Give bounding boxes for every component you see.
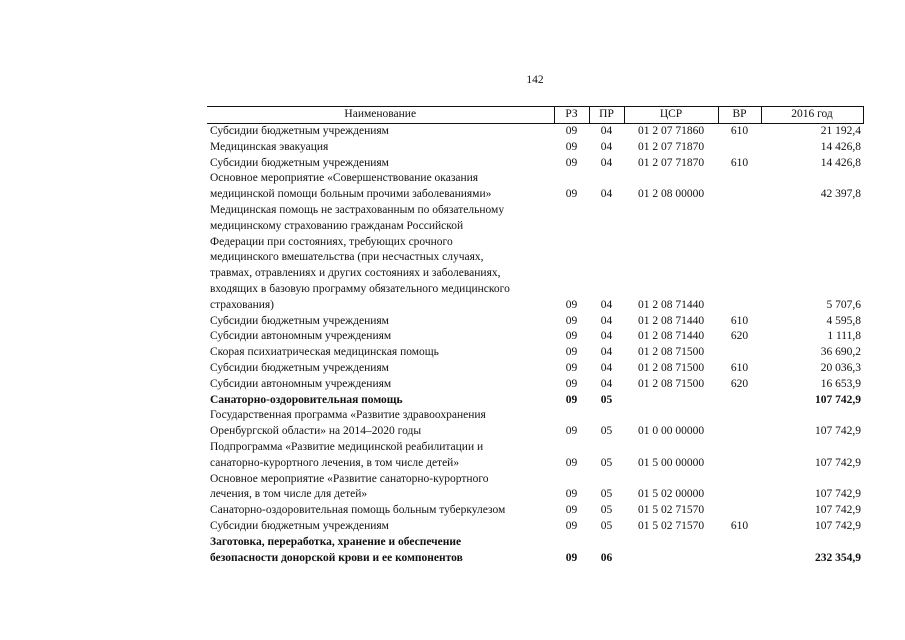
row-amount: 107 742,9 <box>815 519 861 532</box>
row-pr: 05 <box>600 393 613 406</box>
table-row <box>207 345 863 361</box>
row-pr: 06 <box>600 551 613 564</box>
table-row <box>207 408 863 440</box>
row-pr: 05 <box>600 519 613 532</box>
table-row <box>207 124 863 140</box>
header-vr: ВР <box>718 107 761 124</box>
row-name: Субсидии автономным учреждениям <box>210 377 392 390</box>
row-amount: 16 653,9 <box>820 377 861 390</box>
row-name-line: Основное мероприятие «Совершенствование оказания <box>210 172 479 185</box>
row-csr: 01 5 00 00000 <box>637 456 705 469</box>
row-name-line: медицинскому страхованию гражданам Российской <box>210 219 464 232</box>
row-pr: 04 <box>600 298 613 311</box>
row-name <box>207 472 554 504</box>
table-row <box>207 329 863 345</box>
row-name-line: безопасности донорской крови и ее компонентов <box>210 551 463 564</box>
row-rz: 09 <box>565 314 578 327</box>
row-amount: 5 707,6 <box>826 298 861 311</box>
table-row <box>207 440 863 472</box>
row-pr: 04 <box>600 156 613 169</box>
row-rz: 09 <box>565 125 578 137</box>
row-amount: 14 426,8 <box>820 140 861 153</box>
row-rz: 09 <box>565 377 578 390</box>
row-name-line: Основное мероприятие «Развитие санаторно-курортного <box>210 472 489 485</box>
row-name-line: Медицинская помощь не застрахованным по обязательному <box>210 203 505 216</box>
row-vr: 610 <box>730 156 749 169</box>
row-pr: 04 <box>600 314 613 327</box>
table-row <box>207 140 863 156</box>
row-name: Скорая психиатрическая медицинская помощь <box>210 346 439 359</box>
row-amount: 20 036,3 <box>820 361 861 374</box>
row-pr: 05 <box>600 456 613 469</box>
row-vr: 620 <box>730 377 749 390</box>
row-vr: 610 <box>730 519 749 532</box>
row-csr: 01 2 07 71860 <box>637 125 705 137</box>
row-amount: 4 595,8 <box>826 314 861 327</box>
row-amount: 107 742,9 <box>815 425 861 438</box>
table-row <box>207 171 863 203</box>
row-name: Санаторно-оздоровительная помощь <box>210 393 403 406</box>
row-vr <box>718 345 761 361</box>
table-row <box>207 503 863 519</box>
header-name: Наименование <box>207 107 554 124</box>
row-csr: 01 2 08 71500 <box>637 346 705 359</box>
row-pr: 04 <box>600 140 613 153</box>
row-vr <box>718 393 761 409</box>
row-csr: 01 2 08 71440 <box>637 314 705 327</box>
row-name <box>207 203 554 314</box>
row-vr <box>718 440 761 472</box>
row-csr: 01 2 08 71500 <box>637 361 705 374</box>
row-pr: 04 <box>600 330 613 343</box>
row-rz: 09 <box>565 504 578 517</box>
row-name: Субсидии бюджетным учреждениям <box>210 125 389 137</box>
row-rz: 09 <box>565 456 578 469</box>
row-amount: 107 742,9 <box>815 504 861 517</box>
table-row <box>207 519 863 535</box>
row-csr: 01 5 02 00000 <box>637 488 705 501</box>
table-row <box>207 472 863 504</box>
row-name: Субсидии бюджетным учреждениям <box>210 156 389 169</box>
row-amount: 232 354,9 <box>815 551 861 564</box>
table-row <box>207 535 863 567</box>
row-rz: 09 <box>565 298 578 311</box>
header-rz: РЗ <box>554 107 589 124</box>
row-name: Субсидии бюджетным учреждениям <box>210 361 389 374</box>
row-pr: 04 <box>600 361 613 374</box>
row-pr: 05 <box>600 425 613 438</box>
row-amount: 14 426,8 <box>820 156 861 169</box>
table-body <box>207 124 863 567</box>
row-name: Субсидии автономным учреждениям <box>210 330 392 343</box>
row-csr: 01 2 08 71500 <box>637 377 705 390</box>
row-pr: 05 <box>600 504 613 517</box>
row-name-line: входящих в базовую программу обязательного медицинского <box>210 282 510 295</box>
row-name <box>207 440 554 472</box>
row-rz: 09 <box>565 361 578 374</box>
row-name: Санаторно-оздоровительная помощь больным туберкулезом <box>210 504 506 517</box>
row-vr <box>718 535 761 567</box>
row-name <box>207 171 554 203</box>
row-pr: 04 <box>600 125 613 137</box>
row-csr: 01 5 02 71570 <box>637 504 705 517</box>
row-amount: 36 690,2 <box>820 346 861 359</box>
row-amount: 107 742,9 <box>815 456 861 469</box>
table-row <box>207 393 863 409</box>
row-vr <box>718 140 761 156</box>
row-vr: 610 <box>730 125 749 137</box>
header-pr: ПР <box>589 107 624 124</box>
row-rz: 09 <box>565 140 578 153</box>
row-pr: 05 <box>600 488 613 501</box>
row-name-line: санаторно-курортного лечения, в том числе детей» <box>210 456 460 469</box>
row-csr: 01 2 07 71870 <box>637 140 705 153</box>
row-csr: 01 5 02 71570 <box>637 519 705 532</box>
row-rz: 09 <box>565 551 578 564</box>
row-csr <box>624 393 718 409</box>
row-name-line: Подпрограмма «Развитие медицинской реабилитации и <box>210 440 484 453</box>
row-vr <box>718 503 761 519</box>
row-csr: 01 2 08 00000 <box>637 188 705 201</box>
row-name-line: медицинской помощи больным прочими заболеваниями» <box>210 188 492 201</box>
row-rz: 09 <box>565 488 578 501</box>
row-name-line: Заготовка, переработка, хранение и обеспечение <box>210 535 462 548</box>
row-rz: 09 <box>565 393 578 406</box>
page-number: 142 <box>526 74 544 86</box>
table-header-row <box>207 107 863 124</box>
row-name-line: травмах, отравлениях и других состояниях и заболеваниях, <box>210 267 501 280</box>
row-vr: 610 <box>730 314 749 327</box>
row-name-line: Государственная программа «Развитие здравоохранения <box>210 409 486 422</box>
row-pr: 04 <box>600 377 613 390</box>
header-csr: ЦСР <box>624 107 718 124</box>
table-row <box>207 377 863 393</box>
row-csr: 01 2 07 71870 <box>637 156 705 169</box>
table-row <box>207 156 863 172</box>
row-name-line: Оренбургской области» на 2014–2020 годы <box>210 425 422 438</box>
row-name-line: лечения, в том числе для детей» <box>210 488 368 501</box>
row-name <box>207 535 554 567</box>
budget-table <box>207 106 864 566</box>
row-name <box>207 408 554 440</box>
row-vr <box>718 171 761 203</box>
header-year: 2016 год <box>761 107 863 124</box>
row-amount: 1 111,8 <box>827 330 861 343</box>
row-pr: 04 <box>600 188 613 201</box>
row-vr <box>718 408 761 440</box>
table-row <box>207 361 863 377</box>
row-vr: 610 <box>730 361 749 374</box>
row-amount: 107 742,9 <box>815 393 861 406</box>
row-pr: 04 <box>600 346 613 359</box>
row-vr <box>718 203 761 314</box>
row-name-line: страхования) <box>210 298 274 311</box>
row-rz: 09 <box>565 330 578 343</box>
table-row <box>207 203 863 314</box>
row-rz: 09 <box>565 425 578 438</box>
row-vr <box>718 472 761 504</box>
row-name-line: Федерации при состояниях, требующих срочного <box>210 235 453 248</box>
row-amount: 107 742,9 <box>815 488 861 501</box>
row-name-line: медицинского вмешательства (при несчастных случаях, <box>210 251 484 264</box>
row-name: Медицинская эвакуация <box>210 140 329 153</box>
row-name: Субсидии бюджетным учреждениям <box>210 519 389 532</box>
row-rz: 09 <box>565 156 578 169</box>
row-vr: 620 <box>730 330 749 343</box>
row-rz: 09 <box>565 346 578 359</box>
row-amount: 42 397,8 <box>820 188 861 201</box>
row-csr <box>624 535 718 567</box>
row-rz: 09 <box>565 519 578 532</box>
row-csr: 01 2 08 71440 <box>637 330 705 343</box>
row-amount: 21 192,4 <box>820 125 861 137</box>
row-csr: 01 2 08 71440 <box>637 298 705 311</box>
row-rz: 09 <box>565 188 578 201</box>
row-csr: 01 0 00 00000 <box>637 425 705 438</box>
row-name: Субсидии бюджетным учреждениям <box>210 314 389 327</box>
table-row <box>207 314 863 330</box>
